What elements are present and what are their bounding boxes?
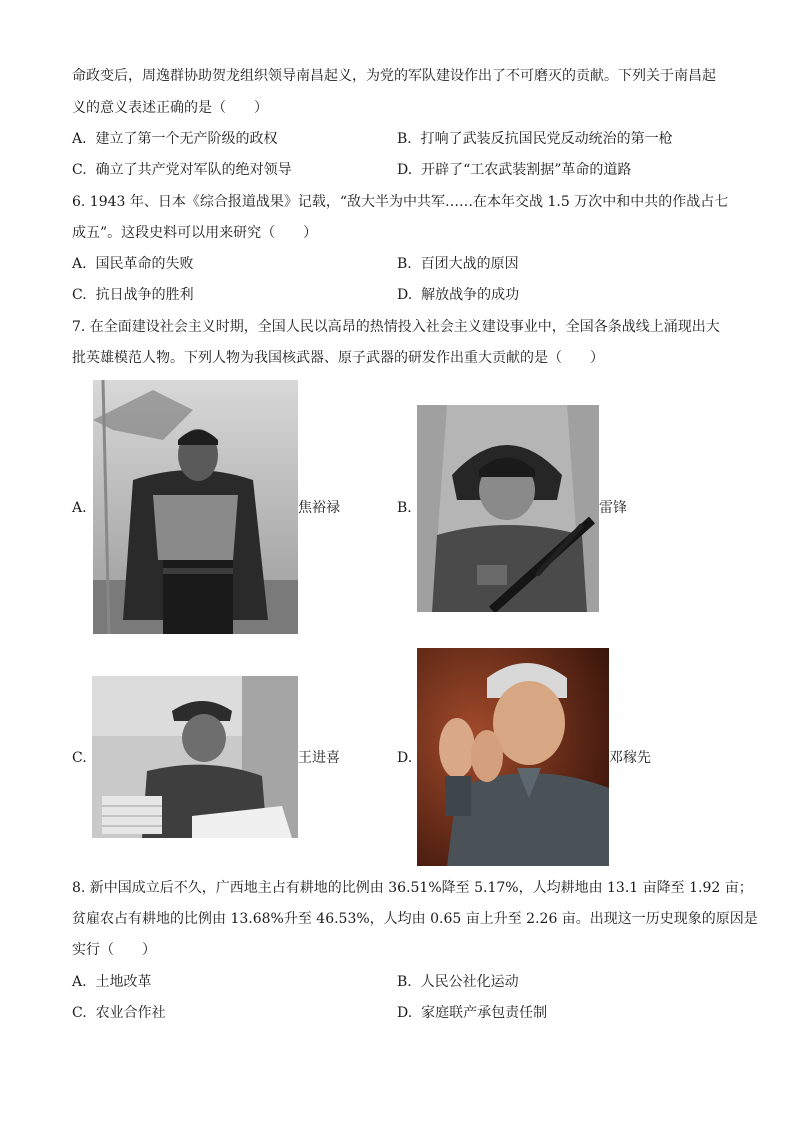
option-letter: A. <box>72 131 87 147</box>
q8-option-b <box>397 972 519 992</box>
option-text: 人民公社化运动 <box>420 974 519 990</box>
q6-option-c <box>72 285 194 305</box>
q7-option-a-letter: A. <box>72 500 87 516</box>
option-text: 打响了武装反抗国民党反动统治的第一枪 <box>420 131 673 147</box>
q7-option-d-name: 邓稼先 <box>609 750 651 766</box>
option-letter: B. <box>397 131 412 147</box>
option-letter: D. <box>397 1005 413 1021</box>
q6-option-d <box>397 285 519 305</box>
option-text: 抗日战争的胜利 <box>95 287 194 303</box>
q7-option-d-photo <box>417 648 609 866</box>
q8-stem-line1: 8. 新中国成立后不久，广西地主占有耕地的比例由 36.51%降至 5.17%，人均耕地由 13.1 亩降至 1.92 亩； <box>72 880 753 896</box>
q6-stem-line2: 成五”。这段史料可以用来研究（ ） <box>72 225 318 241</box>
option-letter: D. <box>397 287 413 303</box>
q8-stem-line2: 贫雇农占有耕地的比例由 13.68%升至 46.53%，人均由 0.65 亩上升至 2.26 亩。出现这一历史现象的原因是 <box>72 911 758 927</box>
q7-option-b-letter: B. <box>397 500 412 516</box>
option-letter: C. <box>72 287 87 303</box>
option-text: 建立了第一个无产阶级的政权 <box>95 131 278 147</box>
q6-stem-line1: 6. 1943 年、日本《综合报道战果》记载，“敌大半为中共军……在本年交战 1.5 万次中和中共的作战占七 <box>72 194 729 210</box>
option-text: 开辟了“工农武装割据”革命的道路 <box>421 162 632 178</box>
option-letter: D. <box>397 162 413 178</box>
q6-option-a <box>72 254 193 274</box>
q5-stem-line1: 命政变后，周逸群协助贺龙组织领导南昌起义，为党的军队建设作出了不可磨灭的贡献。下列关于南昌起 <box>72 68 716 84</box>
q8-option-a <box>72 972 151 992</box>
q7-option-c-photo <box>92 676 298 838</box>
option-text: 家庭联产承包责任制 <box>421 1005 548 1021</box>
q7-option-c-letter: C. <box>72 750 87 766</box>
q7-option-b-name: 雷锋 <box>599 500 627 516</box>
q8-stem-line3: 实行（ ） <box>72 942 156 958</box>
q7-option-b-photo <box>417 405 599 612</box>
option-text: 确立了共产党对军队的绝对领导 <box>95 162 292 178</box>
option-text: 土地改革 <box>95 974 152 990</box>
option-text: 百团大战的原因 <box>420 256 519 272</box>
option-text: 农业合作社 <box>95 1005 166 1021</box>
option-text: 国民革命的失败 <box>95 256 194 272</box>
q5-option-b <box>397 129 673 149</box>
q7-option-c-name: 王进喜 <box>298 750 340 766</box>
q7-option-d-letter: D. <box>397 750 413 766</box>
option-text: 解放战争的成功 <box>421 287 520 303</box>
option-letter: C. <box>72 162 87 178</box>
option-letter: B. <box>397 974 412 990</box>
q6-option-b <box>397 254 519 274</box>
option-letter: C. <box>72 1005 87 1021</box>
option-letter: A. <box>72 256 87 272</box>
q7-stem-line2: 批英雄模范人物。下列人物为我国核武器、原子武器的研发作出重大贡献的是（ ） <box>72 350 604 366</box>
q5-option-a <box>72 129 277 149</box>
q8-option-d <box>397 1003 547 1023</box>
option-letter: B. <box>397 256 412 272</box>
q5-stem-line2: 义的意义表述正确的是（ ） <box>72 100 268 116</box>
q7-stem-line1: 7. 在全面建设社会主义时期，全国人民以高昂的热情投入社会主义建设事业中，全国各条战线上涌现出大 <box>72 319 720 335</box>
q7-option-a-name: 焦裕禄 <box>298 500 340 516</box>
q7-option-a-photo <box>93 380 298 634</box>
q5-option-d <box>397 160 631 180</box>
option-letter: A. <box>72 974 87 990</box>
q5-option-c <box>72 160 292 180</box>
q8-option-c <box>72 1003 166 1023</box>
